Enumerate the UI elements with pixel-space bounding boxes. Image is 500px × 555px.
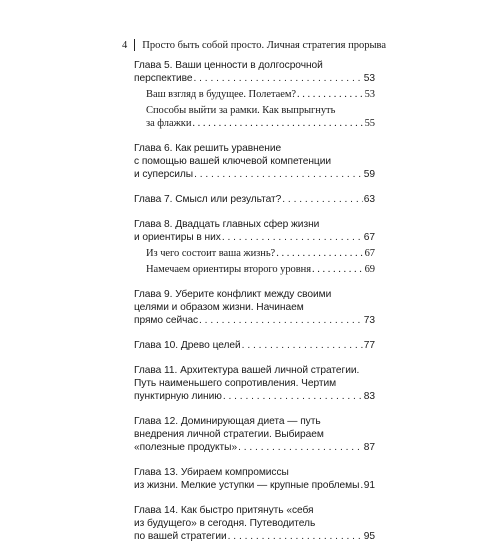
toc-entry[interactable] <box>134 218 375 276</box>
leader-dots <box>192 117 363 130</box>
leader-dots <box>228 530 363 543</box>
toc-page-number: 55 <box>364 118 375 129</box>
toc-text: Глава 7. Смысл или результат? <box>134 194 282 205</box>
toc-entry[interactable] <box>134 59 375 130</box>
toc-subentry[interactable] <box>146 263 375 276</box>
toc-text: Намечаем ориентиры второго уровня <box>146 264 312 275</box>
toc-line: Путь наименьшего сопротивления. Чертим <box>134 378 337 389</box>
toc-page-number: 67 <box>364 248 375 259</box>
toc-text: по вашей стратегии <box>134 531 227 542</box>
toc-entry[interactable] <box>134 364 375 403</box>
toc-line: Способы выйти за рамки. Как выпрыгнуть <box>146 105 336 116</box>
toc-page-number: 77 <box>363 340 375 351</box>
toc-line-last <box>146 88 375 101</box>
toc-subentry[interactable] <box>146 247 375 260</box>
toc-line: с помощью вашей ключевой компетенции <box>134 156 331 167</box>
toc-line: Глава 13. Убираем компромиссы <box>134 467 289 478</box>
toc-text: и суперсилы <box>134 169 194 180</box>
toc-line-last <box>134 339 375 352</box>
book-title: Просто быть собой просто. Личная стратегия прорыва <box>142 39 387 51</box>
toc-entry[interactable] <box>134 415 375 454</box>
toc-line-last <box>134 479 375 492</box>
table-of-contents <box>134 59 375 555</box>
toc-page-number: 59 <box>363 169 375 180</box>
toc-text: за флажки <box>146 118 192 129</box>
toc-line-last <box>134 530 375 543</box>
toc-page-number: 95 <box>363 531 375 542</box>
toc-line-last <box>146 247 375 260</box>
page-number: 4 <box>122 39 128 51</box>
toc-subentry[interactable] <box>146 104 375 130</box>
toc-line-last <box>134 231 375 244</box>
header-divider <box>134 39 135 51</box>
toc-line-last <box>134 390 375 403</box>
toc-line: внедрения личной стратегии. Выбираем <box>134 429 324 440</box>
toc-line-last <box>134 314 375 327</box>
toc-text: пунктирную линию <box>134 391 222 402</box>
toc-page-number: 53 <box>364 89 375 100</box>
toc-line: Глава 11. Архитектура вашей личной стратегии. <box>134 365 360 376</box>
toc-line: Глава 9. Уберите конфликт между своими <box>134 289 332 300</box>
toc-text: Из чего состоит ваша жизнь? <box>146 248 276 259</box>
leader-dots <box>199 314 363 327</box>
toc-line-last <box>134 168 375 181</box>
toc-text: из жизни. Мелкие уступки — крупные проблемы <box>134 480 360 491</box>
toc-text: прямо сейчас <box>134 315 199 326</box>
toc-page-number: 87 <box>363 442 375 453</box>
toc-entry[interactable] <box>134 504 375 543</box>
leader-dots <box>238 441 363 454</box>
toc-page-number: 67 <box>363 232 375 243</box>
leader-dots <box>360 479 362 492</box>
leader-dots <box>193 72 362 85</box>
toc-line: Глава 5. Ваши ценности в долгосрочной <box>134 60 323 71</box>
toc-entry[interactable] <box>134 466 375 492</box>
toc-text: «полезные продукты» <box>134 442 238 453</box>
toc-line-last <box>134 193 375 206</box>
toc-line-last <box>134 72 375 85</box>
toc-text: перспективе <box>134 73 193 84</box>
leader-dots <box>312 263 364 276</box>
leader-dots <box>242 339 363 352</box>
toc-line: Глава 8. Двадцать главных сфер жизни <box>134 219 320 230</box>
toc-entry[interactable] <box>134 142 375 181</box>
running-head <box>122 39 386 51</box>
toc-line: целями и образом жизни. Начинаем <box>134 302 304 313</box>
toc-page-number: 83 <box>363 391 375 402</box>
toc-text: и ориентиры в них <box>134 232 221 243</box>
toc-page-number: 63 <box>363 194 375 205</box>
toc-text: Ваш взгляд в будущее. Полетаем? <box>146 89 297 100</box>
leader-dots <box>282 193 363 206</box>
toc-line: Глава 6. Как решить уравнение <box>134 143 282 154</box>
toc-entry[interactable] <box>134 288 375 327</box>
leader-dots <box>276 247 363 260</box>
toc-line-last <box>146 117 375 130</box>
toc-entry[interactable] <box>134 193 375 206</box>
toc-page-number: 73 <box>363 315 375 326</box>
toc-text: Глава 10. Древо целей <box>134 340 241 351</box>
toc-subentry[interactable] <box>146 88 375 101</box>
toc-page-number: 91 <box>363 480 375 491</box>
toc-entry[interactable] <box>134 339 375 352</box>
leader-dots <box>222 231 363 244</box>
toc-page-number: 69 <box>364 264 375 275</box>
leader-dots <box>194 168 363 181</box>
toc-line: Глава 14. Как быстро притянуть «себя <box>134 505 314 516</box>
toc-line: Глава 12. Доминирующая диета — путь <box>134 416 321 427</box>
toc-page-number: 53 <box>363 73 375 84</box>
leader-dots <box>297 88 364 101</box>
toc-line: из будущего» в сегодня. Путеводитель <box>134 518 316 529</box>
toc-line-last <box>146 263 375 276</box>
leader-dots <box>223 390 363 403</box>
toc-line-last <box>134 441 375 454</box>
